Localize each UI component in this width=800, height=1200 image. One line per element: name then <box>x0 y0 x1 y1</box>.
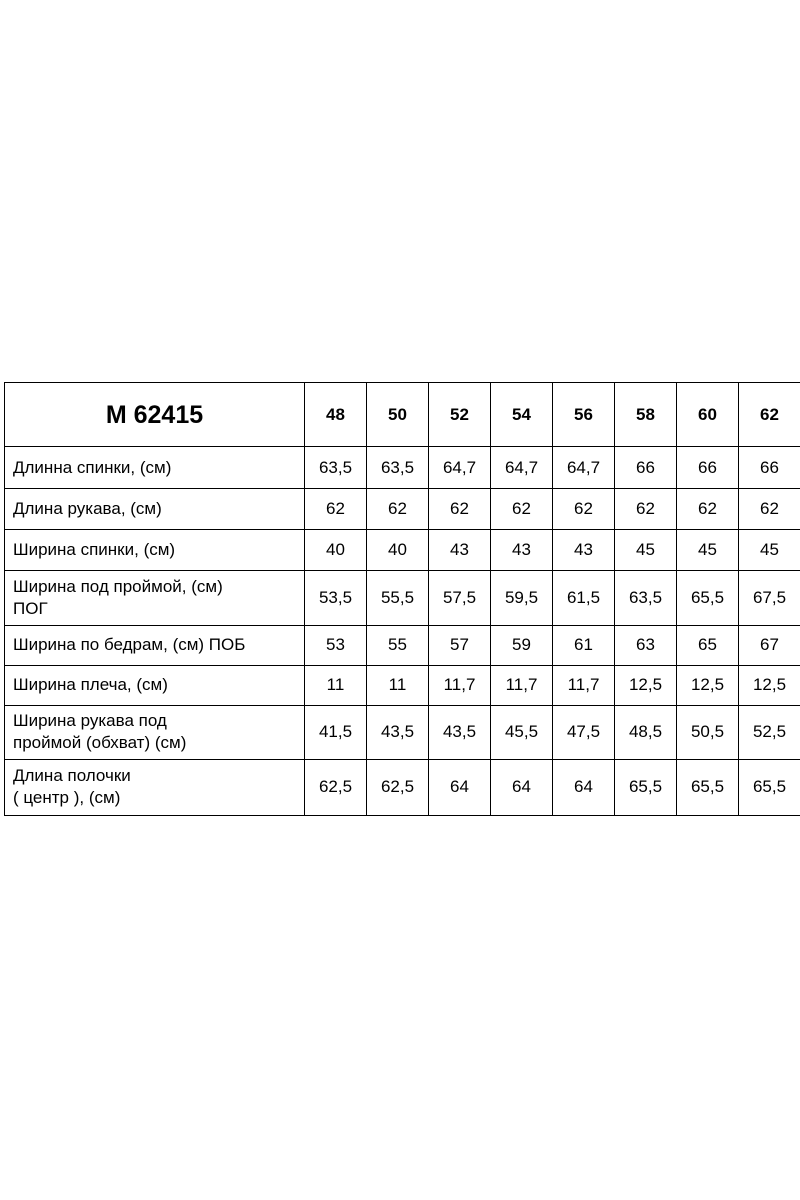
table-row <box>5 571 800 625</box>
measurement-value: 66 <box>677 447 739 489</box>
measurement-value: 50,5 <box>677 705 739 759</box>
measurement-value: 55 <box>367 625 429 665</box>
measurement-label: Ширина по бедрам, (см) ПОБ <box>5 625 305 665</box>
measurement-label: Длина полочки ( центр ), (см) <box>5 759 305 815</box>
measurement-value: 11 <box>305 665 367 705</box>
size-header: 56 <box>553 383 615 447</box>
measurement-value: 12,5 <box>677 665 739 705</box>
measurement-value: 63,5 <box>305 447 367 489</box>
measurement-value: 65 <box>677 625 739 665</box>
measurement-value: 65,5 <box>677 571 739 625</box>
measurement-value: 62 <box>553 489 615 530</box>
measurement-value: 63 <box>615 625 677 665</box>
measurement-value: 65,5 <box>615 759 677 815</box>
model-number: М 62415 <box>5 383 305 447</box>
size-chart-body <box>5 383 800 816</box>
measurement-value: 11,7 <box>553 665 615 705</box>
measurement-value: 65,5 <box>677 759 739 815</box>
size-header: 58 <box>615 383 677 447</box>
size-header: 52 <box>429 383 491 447</box>
table-row <box>5 705 800 759</box>
measurement-value: 64,7 <box>553 447 615 489</box>
measurement-value: 41,5 <box>305 705 367 759</box>
measurement-value: 64,7 <box>429 447 491 489</box>
measurement-value: 63,5 <box>367 447 429 489</box>
measurement-value: 64 <box>429 759 491 815</box>
measurement-value: 57,5 <box>429 571 491 625</box>
measurement-value: 62,5 <box>305 759 367 815</box>
measurement-label: Длинна спинки, (см) <box>5 447 305 489</box>
measurement-value: 64 <box>491 759 553 815</box>
measurement-value: 43 <box>429 530 491 571</box>
header-row <box>5 383 800 447</box>
table-row <box>5 759 800 815</box>
measurement-label: Длина рукава, (см) <box>5 489 305 530</box>
size-chart-table <box>4 382 800 816</box>
measurement-value: 40 <box>367 530 429 571</box>
measurement-label: Ширина спинки, (см) <box>5 530 305 571</box>
measurement-label: Ширина плеча, (см) <box>5 665 305 705</box>
table-row <box>5 530 800 571</box>
size-header: 48 <box>305 383 367 447</box>
table-row <box>5 489 800 530</box>
measurement-label: Ширина рукава под проймой (обхват) (см) <box>5 705 305 759</box>
measurement-value: 53,5 <box>305 571 367 625</box>
measurement-value: 52,5 <box>739 705 800 759</box>
measurement-value: 45 <box>739 530 800 571</box>
measurement-value: 11,7 <box>491 665 553 705</box>
measurement-value: 43 <box>553 530 615 571</box>
measurement-value: 53 <box>305 625 367 665</box>
measurement-value: 43,5 <box>429 705 491 759</box>
measurement-value: 62 <box>739 489 800 530</box>
size-header: 54 <box>491 383 553 447</box>
measurement-label: Ширина под проймой, (см) ПОГ <box>5 571 305 625</box>
size-header: 60 <box>677 383 739 447</box>
measurement-value: 12,5 <box>615 665 677 705</box>
measurement-value: 11 <box>367 665 429 705</box>
size-header: 50 <box>367 383 429 447</box>
measurement-value: 64,7 <box>491 447 553 489</box>
measurement-value: 62 <box>429 489 491 530</box>
measurement-value: 57 <box>429 625 491 665</box>
table-row <box>5 625 800 665</box>
table-row <box>5 447 800 489</box>
measurement-value: 61,5 <box>553 571 615 625</box>
size-header: 62 <box>739 383 800 447</box>
measurement-value: 45,5 <box>491 705 553 759</box>
measurement-value: 43,5 <box>367 705 429 759</box>
measurement-value: 48,5 <box>615 705 677 759</box>
measurement-value: 62 <box>305 489 367 530</box>
measurement-value: 62 <box>367 489 429 530</box>
measurement-value: 40 <box>305 530 367 571</box>
measurement-value: 66 <box>615 447 677 489</box>
measurement-value: 59,5 <box>491 571 553 625</box>
measurement-value: 55,5 <box>367 571 429 625</box>
table-row <box>5 665 800 705</box>
measurement-value: 43 <box>491 530 553 571</box>
measurement-value: 67 <box>739 625 800 665</box>
measurement-value: 62 <box>677 489 739 530</box>
measurement-value: 66 <box>739 447 800 489</box>
measurement-value: 64 <box>553 759 615 815</box>
measurement-value: 45 <box>615 530 677 571</box>
measurement-value: 59 <box>491 625 553 665</box>
measurement-value: 62,5 <box>367 759 429 815</box>
measurement-value: 67,5 <box>739 571 800 625</box>
measurement-value: 11,7 <box>429 665 491 705</box>
measurement-value: 12,5 <box>739 665 800 705</box>
measurement-value: 47,5 <box>553 705 615 759</box>
measurement-value: 61 <box>553 625 615 665</box>
measurement-value: 62 <box>491 489 553 530</box>
measurement-value: 63,5 <box>615 571 677 625</box>
measurement-value: 45 <box>677 530 739 571</box>
measurement-value: 62 <box>615 489 677 530</box>
measurement-value: 65,5 <box>739 759 800 815</box>
